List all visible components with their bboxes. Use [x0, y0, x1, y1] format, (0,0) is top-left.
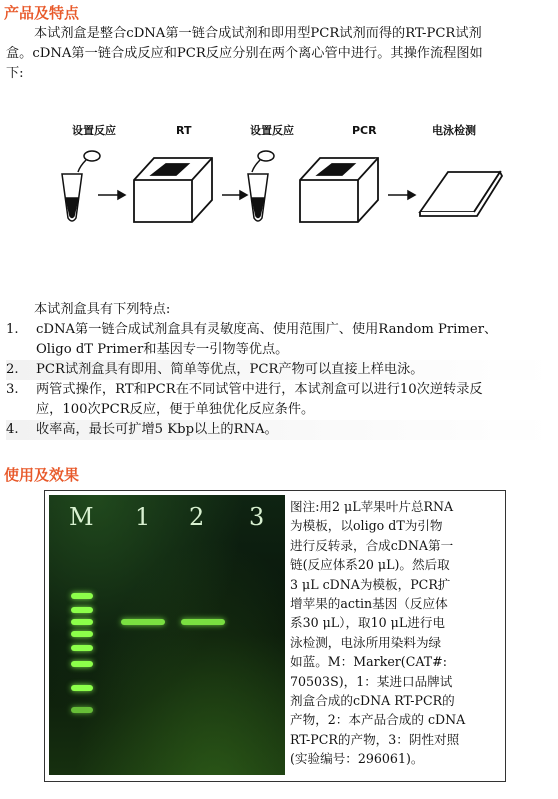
arrow-icon: [388, 191, 415, 199]
list-item-text: cDNA第一链合成试剂盒具有灵敏度高、使用范围广、使用Random Primer、: [36, 322, 498, 337]
list-item-number: 3.: [6, 382, 19, 397]
marker-band: [71, 645, 93, 651]
marker-band: [71, 685, 93, 691]
features-heading: 本试剂盒具有下列特点:: [34, 302, 171, 317]
caption-line: 为模板，以oligo dT为引物: [290, 518, 443, 534]
caption-line: 图注:用2 μL苹果叶片总RNA: [290, 499, 454, 514]
list-item-text: 两管式操作，RT和PCR在不同试管中进行，本试剂盒可以进行10次逆转录反: [36, 382, 483, 397]
thermocycler-icon: [300, 158, 378, 222]
list-item-text: PCR试剂盒具有即用、简单等优点，PCR产物可以直接上样电泳。: [36, 362, 424, 377]
lane-label: 1: [135, 503, 151, 531]
workflow-diagram: [0, 120, 558, 260]
marker-band: [71, 619, 93, 625]
list-item-text: 应，100次PCR反应，便于单独优化反应条件。: [36, 402, 315, 417]
intro-line: 盒。cDNA第一链合成反应和PCR反应分别在两个离心管中进行。其操作流程图如: [6, 46, 483, 61]
list-item: [6, 360, 554, 380]
list-item-number: 2.: [6, 362, 19, 377]
tube-icon: [248, 151, 274, 221]
lane-label: 3: [249, 503, 265, 531]
usage-section-title: 使用及效果: [4, 466, 80, 484]
tube-icon: [62, 151, 100, 221]
list-item-number: 4.: [6, 422, 19, 437]
flow-step-label: 设置反应: [72, 124, 116, 137]
gel-image: [49, 495, 285, 775]
arrow-icon: [222, 191, 247, 199]
sample-band: [181, 619, 225, 625]
features-section-title: 产品及特点: [4, 4, 80, 22]
list-item: [6, 320, 554, 360]
intro-line: 下:: [6, 66, 24, 81]
sample-band: [121, 619, 165, 625]
caption-line: RT-PCR的产物，3：阴性对照: [290, 731, 460, 747]
caption-line: 增苹果的actin基因（反应体: [290, 596, 448, 612]
flow-step-label: 设置反应: [250, 124, 294, 137]
list-item-text: Oligo dT Primer和基因专一引物等优点。: [36, 342, 289, 357]
caption-line: 链(反应体系20 μL)。然后取: [290, 557, 450, 573]
marker-band: [71, 707, 93, 713]
lane-label: 2: [189, 503, 205, 531]
caption-line: 70503S)，1：某进口品牌试: [290, 673, 453, 689]
intro-paragraph: [6, 24, 546, 84]
caption-line: 产物，2：本产品合成的 cDNA: [290, 712, 466, 728]
gel-plate-icon: [420, 172, 502, 216]
lane-label: M: [69, 503, 94, 531]
list-item-number: 1.: [6, 322, 19, 337]
caption-line: 剂盒合成的cDNA RT-PCR的: [290, 693, 455, 709]
features-list: [6, 300, 554, 440]
marker-band: [71, 607, 93, 613]
flow-step-label: RT: [176, 124, 192, 137]
marker-band: [71, 661, 93, 667]
result-figure: [44, 490, 506, 782]
list-item-text: 收率高，最长可扩增5 Kbp以上的RNA。: [36, 422, 278, 437]
marker-band: [71, 593, 93, 599]
caption-line: 泳检测，电泳所用染料为绿: [290, 634, 442, 650]
thermocycler-icon: [134, 158, 212, 222]
caption-line: 3 μL cDNA为模板，PCR扩: [290, 576, 451, 592]
caption-line: (实验编号：296061)。: [290, 751, 424, 767]
caption-line: 系30 μL），取10 μL进行电: [290, 615, 446, 631]
list-item: [6, 420, 554, 440]
marker-band: [71, 631, 93, 637]
caption-line: 如蓝。M：Marker(CAT#:: [290, 654, 447, 670]
intro-line: 本试剂盒是整合cDNA第一链合成试剂和即用型PCR试剂而得的RT-PCR试剂: [34, 26, 482, 41]
list-item: [6, 380, 554, 420]
caption-line: 进行反转录，合成cDNA第一: [290, 537, 454, 553]
flow-step-label: 电泳检测: [432, 124, 476, 137]
flow-step-label: PCR: [352, 124, 377, 137]
arrow-icon: [98, 191, 125, 199]
figure-caption: [290, 497, 500, 769]
